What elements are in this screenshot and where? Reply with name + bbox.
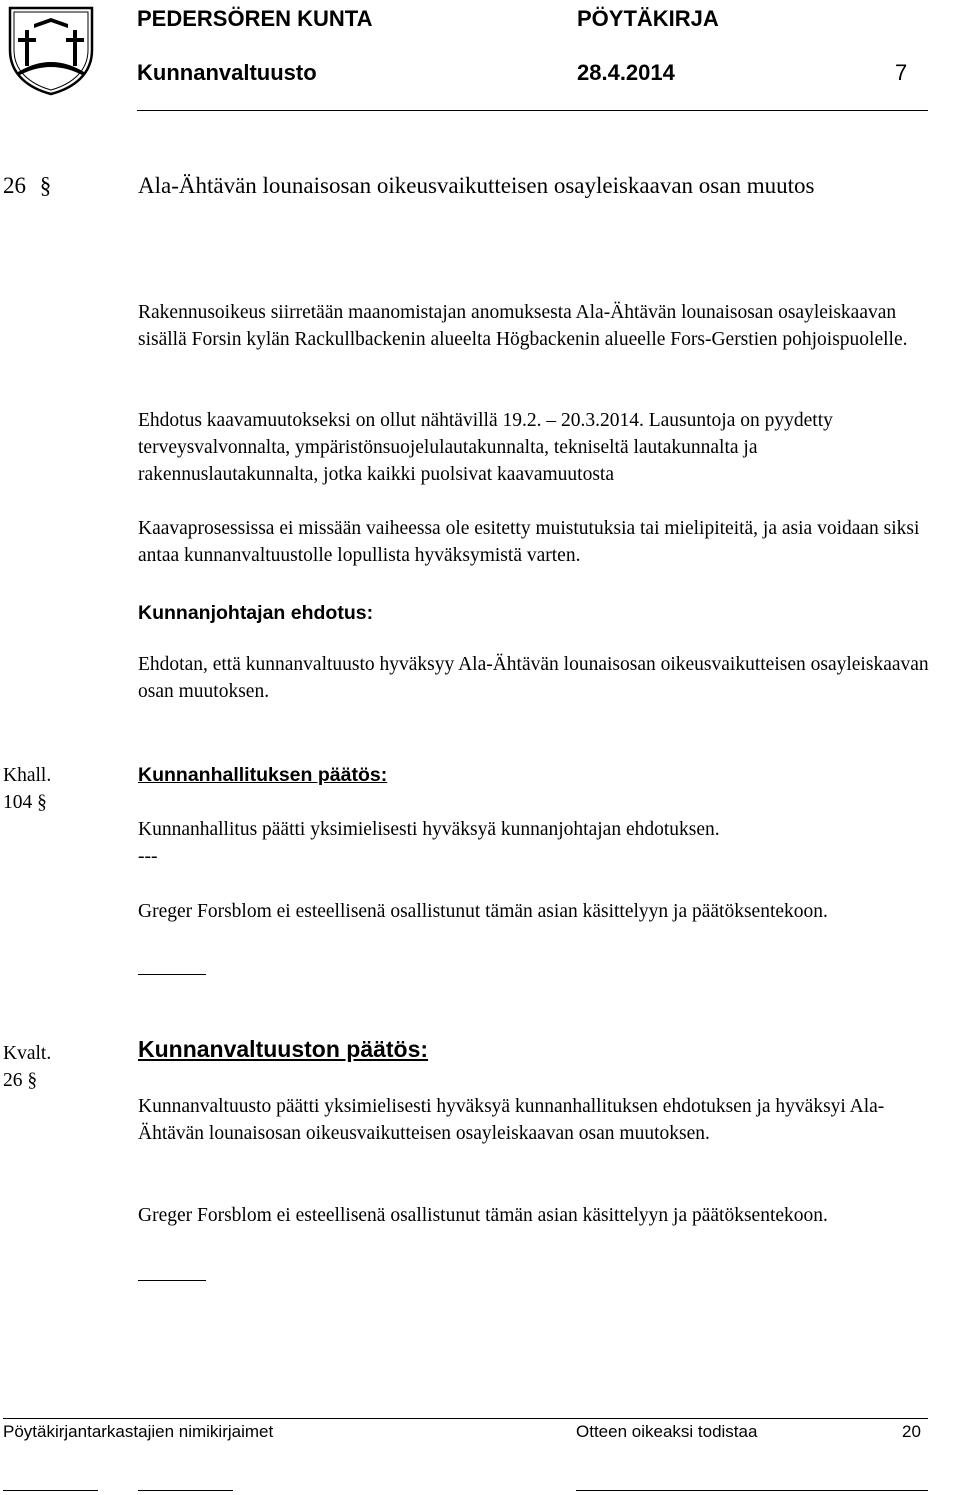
council-decision-text: Kunnanvaltuusto päätti yksimielisesti hyväksyä kunnanhallituksen ehdotuksen ja hyväksyi Ala-Ähtävän lounaisosan oikeusvaikutteisen osayleiskaavan osan muutoksen. [138, 1096, 885, 1144]
header-rule [137, 110, 928, 111]
board-recusal-note: Greger Forsblom ei esteellisenä osallistunut tämän asian käsittelyyn ja päätöksentekoon. [138, 901, 828, 922]
council-decision-heading: Kunnanvaltuuston päätös: [138, 1036, 429, 1062]
page-number: 7 [895, 60, 908, 85]
proposal-heading: Kunnanjohtajan ehdotus: [138, 602, 374, 624]
body-name: Kunnanvaltuusto [137, 60, 317, 85]
board-decision-text: Kunnanhallitus päätti yksimielisesti hyväksyä kunnanjohtajan ehdotuksen. [138, 819, 720, 840]
meeting-date: 28.4.2014 [577, 60, 675, 85]
board-side-label: Khall. [3, 765, 52, 786]
paragraph-background: Rakennusoikeus siirretään maanomistajan anomuksesta Ala-Ähtävän lounaisosan osayleiskaavan sisällä Forsin kylän Rackullbackenin alueelta Högbackenin alueelle Fors-Gerstien pohjoispuolelle. [138, 302, 908, 350]
council-recusal-note: Greger Forsblom ei esteellisenä osallistunut tämän asian käsittelyyn ja päätöksentekoon. [138, 1205, 828, 1226]
initials-line-1 [3, 1490, 98, 1491]
initials-line-2 [138, 1490, 233, 1491]
council-side-label: Kvalt. [3, 1043, 52, 1064]
board-decision-heading: Kunnanhallituksen päätös: [138, 764, 388, 786]
section-number: 26 § [3, 173, 52, 198]
council-side-number: 26 § [3, 1070, 38, 1091]
footer-certified-label: Otteen oikeaksi todistaa [576, 1422, 758, 1441]
board-side-number: 104 § [3, 792, 47, 813]
section-title: Ala-Ähtävän lounaisosan oikeusvaikutteisen osayleiskaavan osan muutos [138, 173, 815, 198]
council-end-line [138, 1280, 206, 1281]
document-type: PÖYTÄKIRJA [577, 6, 719, 31]
board-separator: --- [138, 846, 158, 867]
proposal-text: Ehdotan, että kunnanvaltuusto hyväksyy Ala-Ähtävän lounaisosan oikeusvaikutteisen osayleiskaavan osan muutoksen. [138, 654, 929, 702]
section-symbol: § [39, 173, 52, 198]
organization-name: PEDERSÖREN KUNTA [137, 6, 373, 31]
board-end-line [138, 974, 206, 975]
footer-rule [3, 1418, 928, 1419]
footer-page-number: 20 [902, 1422, 921, 1441]
municipal-crest-logo [4, 2, 98, 96]
footer-initials-label: Pöytäkirjantarkastajien nimikirjaimet [3, 1422, 274, 1441]
paragraph-consultation: Ehdotus kaavamuutokseksi on ollut nähtävillä 19.2. – 20.3.2014. Lausuntoja on pyydetty terveysvalvonnalta, ympäristönsuojelulautakunnalta, tekniseltä lautakunnalta ja rakennuslautakunnalta, jotka kaikki puolsivat kaavamuutosta [138, 410, 833, 485]
certification-signature-line [576, 1490, 928, 1491]
paragraph-process: Kaavaprosessissa ei missään vaiheessa ole esitetty muistutuksia tai mielipiteitä, ja asia voidaan siksi antaa kunnanvaltuustolle lopullista hyväksymistä varten. [138, 518, 920, 566]
